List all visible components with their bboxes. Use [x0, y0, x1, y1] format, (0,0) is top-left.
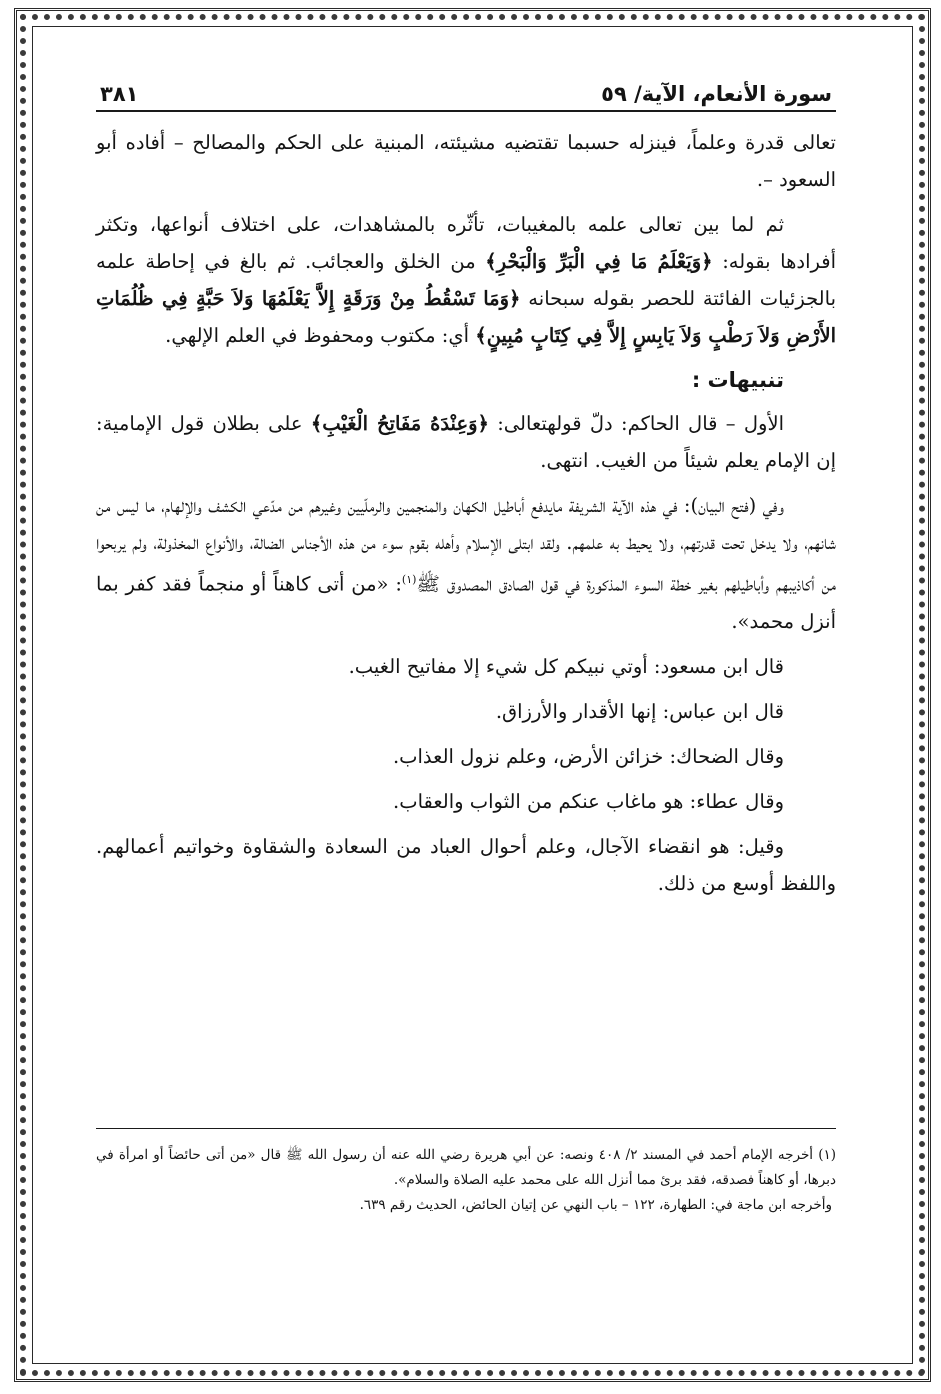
section-heading: تنبيهات :	[691, 368, 784, 392]
paragraph-3: الأول – قال الحاكم: دلّ قولهتعالى: ﴿وَعِنْدَهُ مَفَاتِحُ الْغَيْبِ﴾ على بطلان قول الإمامية: إن الإمام يعلم شيئاً من الغيب. انتهى.	[96, 412, 836, 472]
footnote-ref[interactable]: (١)	[401, 573, 417, 586]
body-text	[96, 124, 836, 902]
quote-line: قال ابن عباس: إنها الأقدار والأرزاق.	[495, 699, 784, 723]
running-header	[96, 62, 836, 112]
header-title: سورة الأنعام، الآية/ ٥٩	[601, 82, 832, 106]
quote-line: وقيل: هو انقضاء الآجال، وعلم أحوال العباد من السعادة والشقاوة وخواتيم أعمالهم. واللفظ أوسع من ذلك.	[96, 834, 836, 895]
paragraph-2: ثم لما بين تعالى علمه بالمغيبات، تأثّره بالمشاهدات، على اختلاف أنواعها، وتكثر أفرادها بقوله: ﴿وَيَعْلَمُ مَا فِي الْبَرِّ وَالْبَحْرِ﴾ من الخلق والعجائب. ثم بالغ في إحاطة علمه بالجزئيات الفائتة للحصر بقوله سبحانه ﴿وَمَا تَسْقُطُ مِنْ وَرَقَةٍ إِلاَّ يَعْلَمُهَا وَلاَ حَبَّةٍ فِي ظُلُمَاتِ الأَرْضِ وَلاَ رَطْبٍ وَلاَ يَابِسٍ إِلاَّ فِي كِتَابٍ مُبِينٍ﴾ أي: مكتوب ومحفوظ في العلم الإلهي.	[96, 213, 836, 347]
paragraph-1: تعالى قدرة وعلماً، فينزله حسبما تقتضيه مشيئته، المبنية على الحكم والمصالح – أفاده أبو السعود –.	[96, 131, 836, 191]
quote-line: وقال الضحاك: خزائن الأرض، وعلم نزول العذاب.	[392, 744, 784, 768]
footnote-divider	[96, 1128, 836, 1129]
quote-line: قال ابن مسعود: أوتي نبيكم كل شيء إلا مفاتيح الغيب.	[348, 654, 784, 678]
footnotes	[96, 1128, 836, 1218]
page-content	[96, 62, 836, 910]
quran-verse: ﴿وَعِنْدَهُ مَفَاتِحُ الْغَيْبِ﴾	[310, 412, 489, 435]
footnote-1: (١) أخرجه الإمام أحمد في المسند ٢/ ٤٠٨ ونصه: عن أبي هريرة رضي الله عنه أن رسول الله ﷺ قال «من أتى حائضاً أو امرأة في دبرها، أو كاهناً فصدقه، فقد برئ مما أنزل الله على محمد عليه الصلاة والسلام».	[96, 1147, 837, 1188]
page-number: ٣٨١	[100, 82, 139, 106]
paragraph-4: وفي (فتح البيان): في هذه الآية الشريفة مايدفع أباطيل الكهان والمنجمين والرملّيين وغيرهم من مدّعي الكشف والإلهام، ما ليس من شانهم، ولا يدخل تحت قدرتهم، ولا يحيط به علمهم. ولقد ابتلى الإسلام وأهله بقوم سوء من هذه الأجناس الضالة، والأنواع المخذولة، ولم يربحوا من أكاذيبهم وأباطيلهم بغير خطة السوء المذكورة في قول الصادق المصدوق ﷺ$^{(١)}$: «من أتى كاهناً أو منجماً فقد كفر بما أنزل محمد».	[96, 494, 836, 633]
quran-verse: ﴿وَمَا تَسْقُطُ مِنْ وَرَقَةٍ إِلاَّ يَعْلَمُهَا وَلاَ حَبَّةٍ فِي ظُلُمَاتِ الأَرْضِ وَلاَ رَطْبٍ وَلاَ يَابِسٍ إِلاَّ فِي كِتَابٍ مُبِينٍ﴾	[96, 287, 836, 347]
quran-verse: ﴿وَيَعْلَمُ مَا فِي الْبَرِّ وَالْبَحْرِ﴾	[485, 250, 713, 273]
footnote-1-continued: وأخرجه ابن ماجة في: الطهارة، ١٢٢ – باب النهي عن إتيان الحائض، الحديث رقم ٦٣٩.	[359, 1197, 832, 1213]
quote-line: وقال عطاء: هو ماغاب عنكم من الثواب والعقاب.	[393, 789, 784, 813]
